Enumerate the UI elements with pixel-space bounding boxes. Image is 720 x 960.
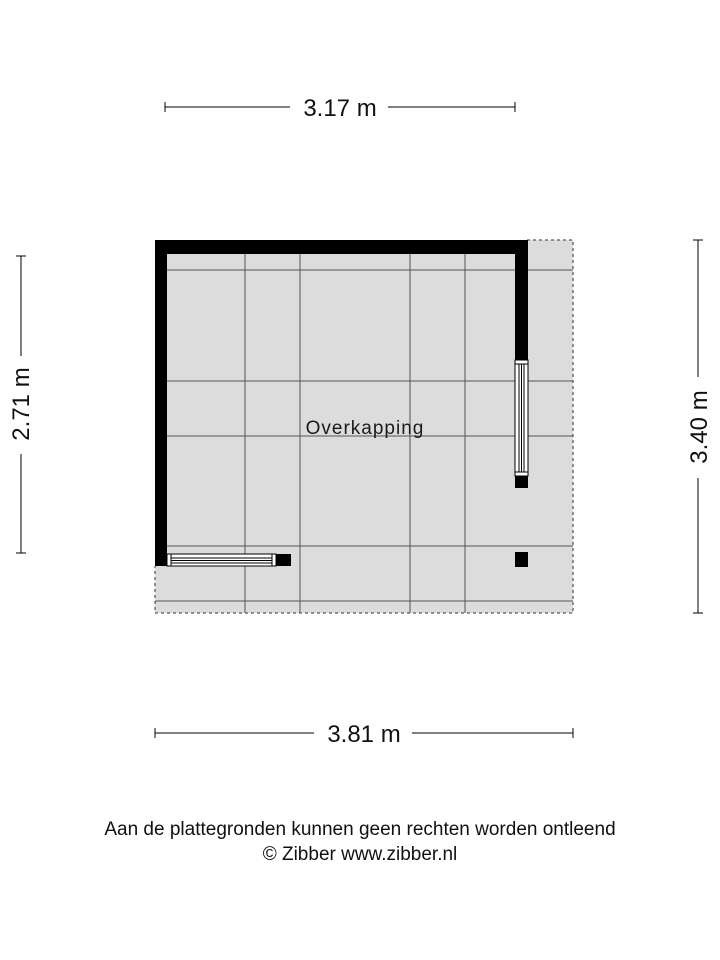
dimension-bottom-label: 3.81 m: [327, 721, 401, 748]
wall-right: [515, 240, 528, 360]
dimension-top: [165, 95, 515, 122]
wall-left: [155, 240, 167, 566]
room-label: Overkapping: [305, 418, 425, 439]
dimension-bottom: [155, 721, 573, 748]
dimension-right: [686, 240, 713, 613]
column-post: [515, 552, 528, 567]
wall-right-stub: [515, 476, 528, 488]
wall-top: [155, 240, 528, 254]
dimension-right-label: 3.40 m: [686, 390, 713, 464]
dimension-top-label: 3.17 m: [303, 95, 377, 122]
dimension-left-label: 2.71 m: [8, 367, 35, 441]
wall-bottom-stub: [276, 554, 291, 566]
dimension-left: [8, 256, 35, 553]
disclaimer-text: Aan de plattegronden kunnen geen rechten worden ontleend: [104, 819, 616, 840]
window-bottom: [167, 554, 276, 566]
copyright-credit: © Zibber www.zibber.nl: [262, 844, 458, 865]
window-right: [515, 360, 528, 476]
